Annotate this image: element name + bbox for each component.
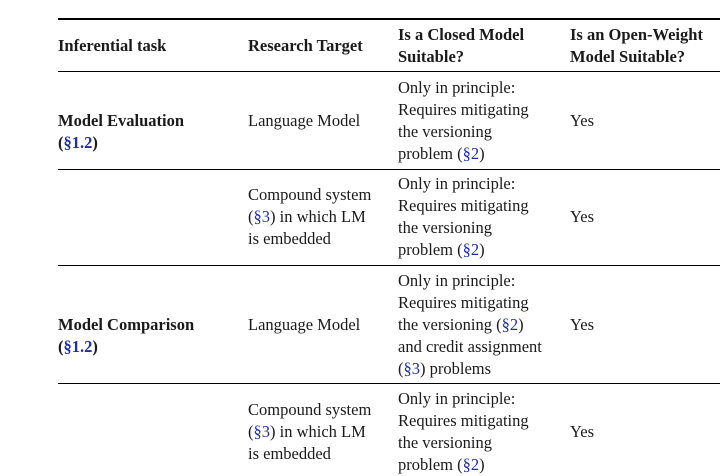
task-label: Model Evaluation: [58, 111, 185, 130]
text: (: [248, 422, 254, 441]
open-suitability: Yes: [570, 207, 595, 226]
header-closed-model: [398, 24, 524, 68]
closed-line: Only in principle:: [398, 271, 516, 290]
target-compound-system: [248, 399, 371, 465]
section-link[interactable]: §2: [501, 315, 519, 334]
header-research-target: Research Target: [248, 36, 363, 55]
target-line: [248, 421, 371, 443]
closed-line: [398, 143, 529, 165]
text: (: [248, 207, 254, 226]
section-link[interactable]: §3: [253, 422, 270, 441]
section-link[interactable]: §2: [462, 144, 480, 163]
closed-suitability: [398, 270, 542, 380]
closed-line: Requires mitigating: [398, 196, 529, 215]
open-suitability: Yes: [570, 111, 595, 130]
text: problem (: [398, 455, 463, 474]
closed-suitability: [398, 388, 529, 476]
text: the versioning (: [398, 315, 502, 334]
closed-line: Requires mitigating: [398, 293, 529, 312]
task-section-ref: [58, 336, 194, 358]
row-divider: [58, 169, 720, 170]
text: ): [518, 315, 524, 334]
open-suitability: Yes: [570, 315, 595, 334]
target-language-model: Language Model: [248, 111, 361, 130]
task-label: Model Comparison: [58, 315, 195, 334]
text: ): [479, 240, 485, 259]
paren: ): [92, 133, 98, 152]
closed-line: [398, 314, 542, 336]
header-inferential-task: Inferential task: [58, 36, 167, 55]
section-link[interactable]: §3: [253, 207, 270, 226]
closed-line: the versioning: [398, 433, 492, 452]
closed-line: the versioning: [398, 122, 492, 141]
closed-line: [398, 358, 542, 380]
text: (: [398, 359, 404, 378]
target-language-model: Language Model: [248, 315, 361, 334]
closed-suitability: [398, 173, 529, 261]
section-link[interactable]: §3: [403, 359, 420, 378]
closed-line: Only in principle:: [398, 78, 516, 97]
closed-suitability: [398, 77, 529, 165]
header-open-line: Is an Open-Weight: [570, 25, 703, 44]
target-compound-system: [248, 184, 371, 250]
paren: (: [58, 133, 64, 152]
text: problem (: [398, 240, 463, 259]
section-link[interactable]: §2: [462, 455, 480, 474]
target-line: Compound system: [248, 185, 372, 204]
paren: (: [58, 337, 64, 356]
closed-line: the versioning: [398, 218, 492, 237]
text: ): [479, 455, 485, 474]
closed-line: [398, 454, 529, 476]
header-rule: [58, 71, 720, 72]
row-divider: [58, 265, 720, 266]
table-top-rule: [58, 18, 720, 20]
target-line: [248, 206, 371, 228]
task-model-evaluation: [58, 110, 184, 154]
header-closed-line: Is a Closed Model: [398, 25, 525, 44]
closed-line: and credit assignment: [398, 337, 542, 356]
target-line: is embedded: [248, 444, 331, 463]
row-divider: [58, 383, 720, 384]
text: ) problems: [420, 359, 492, 378]
section-link[interactable]: §1.2: [63, 133, 93, 152]
section-link[interactable]: §1.2: [63, 337, 93, 356]
closed-line: Requires mitigating: [398, 411, 529, 430]
header-open-line: Model Suitable?: [570, 47, 686, 66]
target-line: Compound system: [248, 400, 372, 419]
open-suitability: Yes: [570, 422, 595, 441]
closed-line: Only in principle:: [398, 389, 516, 408]
text: ): [479, 144, 485, 163]
target-line: is embedded: [248, 229, 331, 248]
text: ) in which LM: [270, 207, 366, 226]
header-open-weight-model: [570, 24, 703, 68]
closed-line: [398, 239, 529, 261]
closed-line: Requires mitigating: [398, 100, 529, 119]
paren: ): [92, 337, 98, 356]
section-link[interactable]: §2: [462, 240, 480, 259]
task-section-ref: [58, 132, 184, 154]
text: problem (: [398, 144, 463, 163]
closed-line: Only in principle:: [398, 174, 516, 193]
task-model-comparison: [58, 314, 194, 358]
text: ) in which LM: [270, 422, 366, 441]
header-closed-line: Suitable?: [398, 47, 465, 66]
